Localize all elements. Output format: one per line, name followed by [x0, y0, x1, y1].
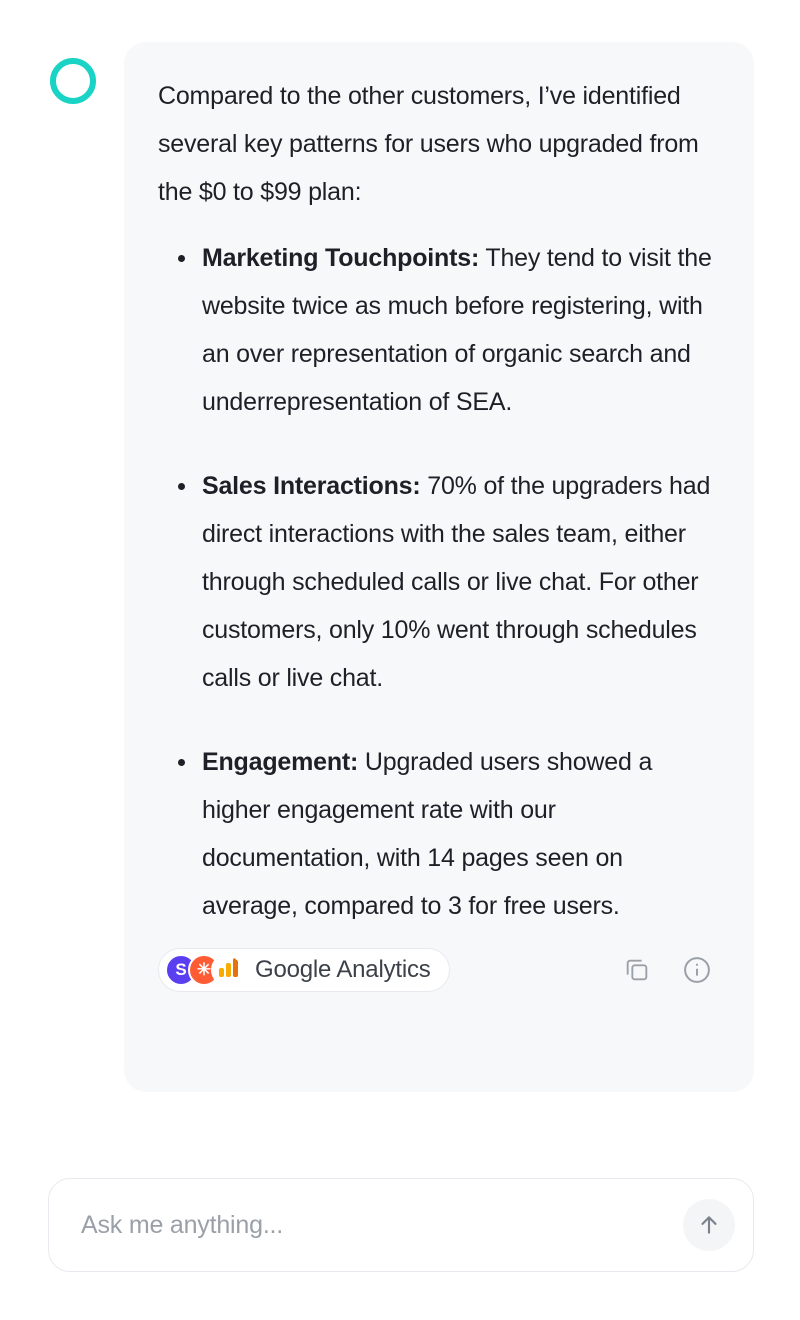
message-intro-text: Compared to the other customers, I’ve identified several key patterns for users who upgraded from the $0 to $99 plan: [158, 82, 699, 206]
info-icon[interactable] [680, 953, 714, 987]
copy-icon[interactable] [620, 953, 654, 987]
list-item [158, 738, 720, 930]
list-item [158, 234, 720, 426]
source-icon-group [165, 954, 243, 986]
slack-icon: S [165, 954, 197, 986]
arrow-up-icon [696, 1212, 722, 1238]
point-text: 70% of the upgraders had direct interactions with the sales team, either through scheduled calls or live chat. For other customers, only 10% went through schedules calls or live chat. [202, 472, 711, 692]
key-points-list [158, 234, 720, 930]
message-actions [620, 953, 720, 987]
message-footer [158, 948, 720, 992]
point-text: Upgraded users showed a higher engagement rate with our documentation, with 14 pages seen on average, compared to 3 for free users. [202, 748, 653, 920]
google-analytics-icon [211, 954, 243, 986]
source-chip-label: Google Analytics [255, 956, 431, 983]
assistant-message [48, 42, 754, 1092]
hubspot-icon: ✳ [188, 954, 220, 986]
avatar [48, 56, 98, 106]
point-text: They tend to visit the website twice as much before registering, with an over representation of organic search and underrepresentation of SEA. [202, 244, 712, 416]
assistant-ring-icon [50, 58, 96, 104]
point-label: Engagement: [202, 748, 359, 776]
message-bubble [124, 42, 754, 1092]
point-label: Marketing Touchpoints: [202, 244, 480, 272]
source-chip[interactable] [158, 948, 450, 992]
send-button[interactable] [683, 1199, 735, 1251]
point-label: Sales Interactions: [202, 472, 421, 500]
composer[interactable] [48, 1178, 754, 1272]
list-item [158, 462, 720, 702]
search-input[interactable] [79, 1210, 683, 1241]
